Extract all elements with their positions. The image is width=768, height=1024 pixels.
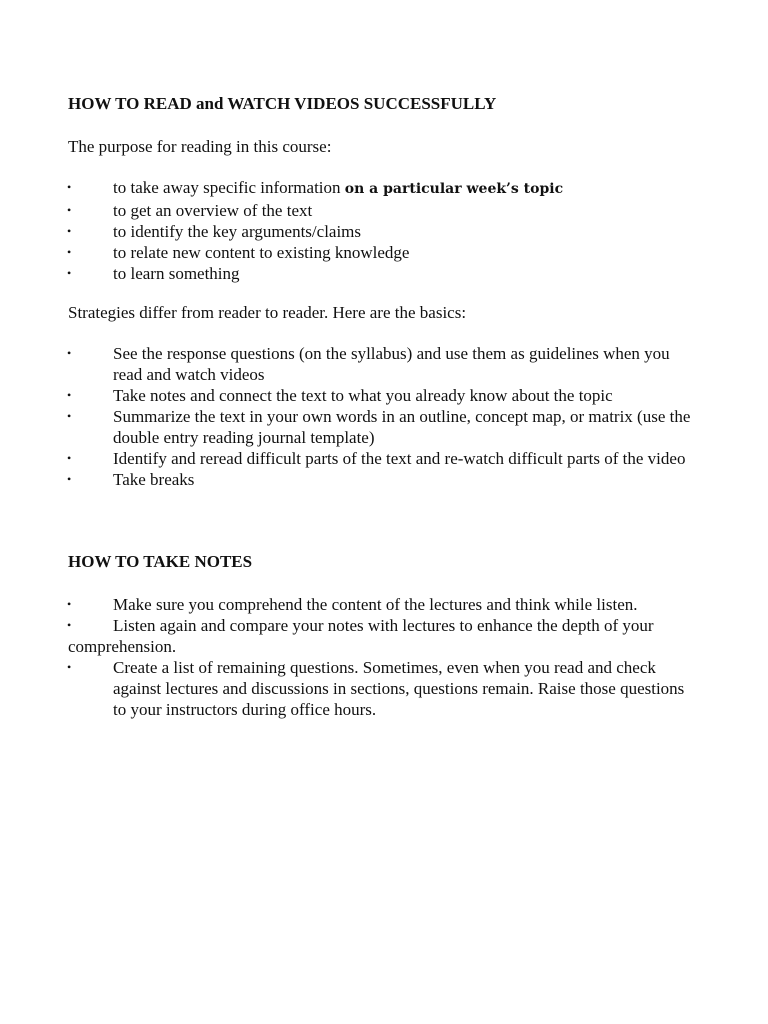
list-item-text: to learn something bbox=[113, 264, 240, 283]
list-item bbox=[0, 263, 700, 284]
list-item-text: Identify and reread difficult parts of the text and re-watch difficult parts of the video bbox=[113, 449, 686, 468]
list-item-text: Take breaks bbox=[113, 470, 195, 489]
list-item bbox=[0, 200, 700, 221]
list-item-text: to take away specific information bbox=[113, 178, 345, 197]
list-item bbox=[0, 242, 700, 263]
bullet-icon: • bbox=[67, 597, 72, 611]
list-item bbox=[0, 448, 700, 469]
section-title-notes: HOW TO TAKE NOTES bbox=[68, 552, 253, 571]
bullet-icon: • bbox=[67, 224, 72, 238]
list-item-emphasis: on a particular week’s topic bbox=[344, 181, 564, 197]
bullet-icon: • bbox=[67, 618, 72, 632]
list-item bbox=[0, 406, 700, 448]
purpose-list bbox=[0, 177, 700, 284]
list-item-text: Create a list of remaining questions. Sometimes, even when you read and check against lectures and discussions in sections, questions remain. Raise those questions to your instructors during office hours. bbox=[113, 658, 685, 719]
bullet-icon: • bbox=[67, 245, 72, 259]
bullet-icon: • bbox=[67, 660, 72, 674]
notes-list bbox=[0, 594, 700, 720]
list-item bbox=[0, 615, 700, 657]
bullet-icon: • bbox=[67, 180, 72, 194]
list-item-text: to identify the key arguments/claims bbox=[113, 222, 362, 241]
bullet-icon: • bbox=[67, 451, 72, 465]
list-item-text: See the response questions (on the syllabus) and use them as guidelines when you read and watch videos bbox=[113, 344, 670, 384]
list-item-text: to get an overview of the text bbox=[113, 201, 313, 220]
bullet-icon: • bbox=[67, 346, 72, 360]
strategies-intro: Strategies differ from reader to reader. Here are the basics: bbox=[68, 303, 467, 322]
list-item-text: Make sure you comprehend the content of the lectures and think while listen. bbox=[113, 595, 638, 614]
list-item bbox=[0, 221, 700, 242]
list-item bbox=[0, 177, 700, 200]
list-item bbox=[0, 594, 700, 615]
list-item-text: Summarize the text in your own words in an outline, concept map, or matrix (use the double entry reading journal template) bbox=[113, 407, 691, 447]
list-item bbox=[0, 343, 700, 385]
section-title-reading: HOW TO READ and WATCH VIDEOS SUCCESSFULLY bbox=[68, 94, 497, 113]
bullet-icon: • bbox=[67, 472, 72, 486]
strategies-list bbox=[0, 343, 700, 490]
list-item bbox=[0, 657, 700, 720]
bullet-icon: • bbox=[67, 409, 72, 423]
list-item-text: Listen again and compare your notes with lectures to enhance the depth of your comprehension. bbox=[68, 616, 654, 656]
list-item-text: Take notes and connect the text to what you already know about the topic bbox=[113, 386, 613, 405]
list-item bbox=[0, 385, 700, 406]
bullet-icon: • bbox=[67, 203, 72, 217]
list-item bbox=[0, 469, 700, 490]
bullet-icon: • bbox=[67, 266, 72, 280]
purpose-intro: The purpose for reading in this course: bbox=[68, 137, 332, 156]
bullet-icon: • bbox=[67, 388, 72, 402]
list-item-text: to relate new content to existing knowledge bbox=[113, 243, 410, 262]
